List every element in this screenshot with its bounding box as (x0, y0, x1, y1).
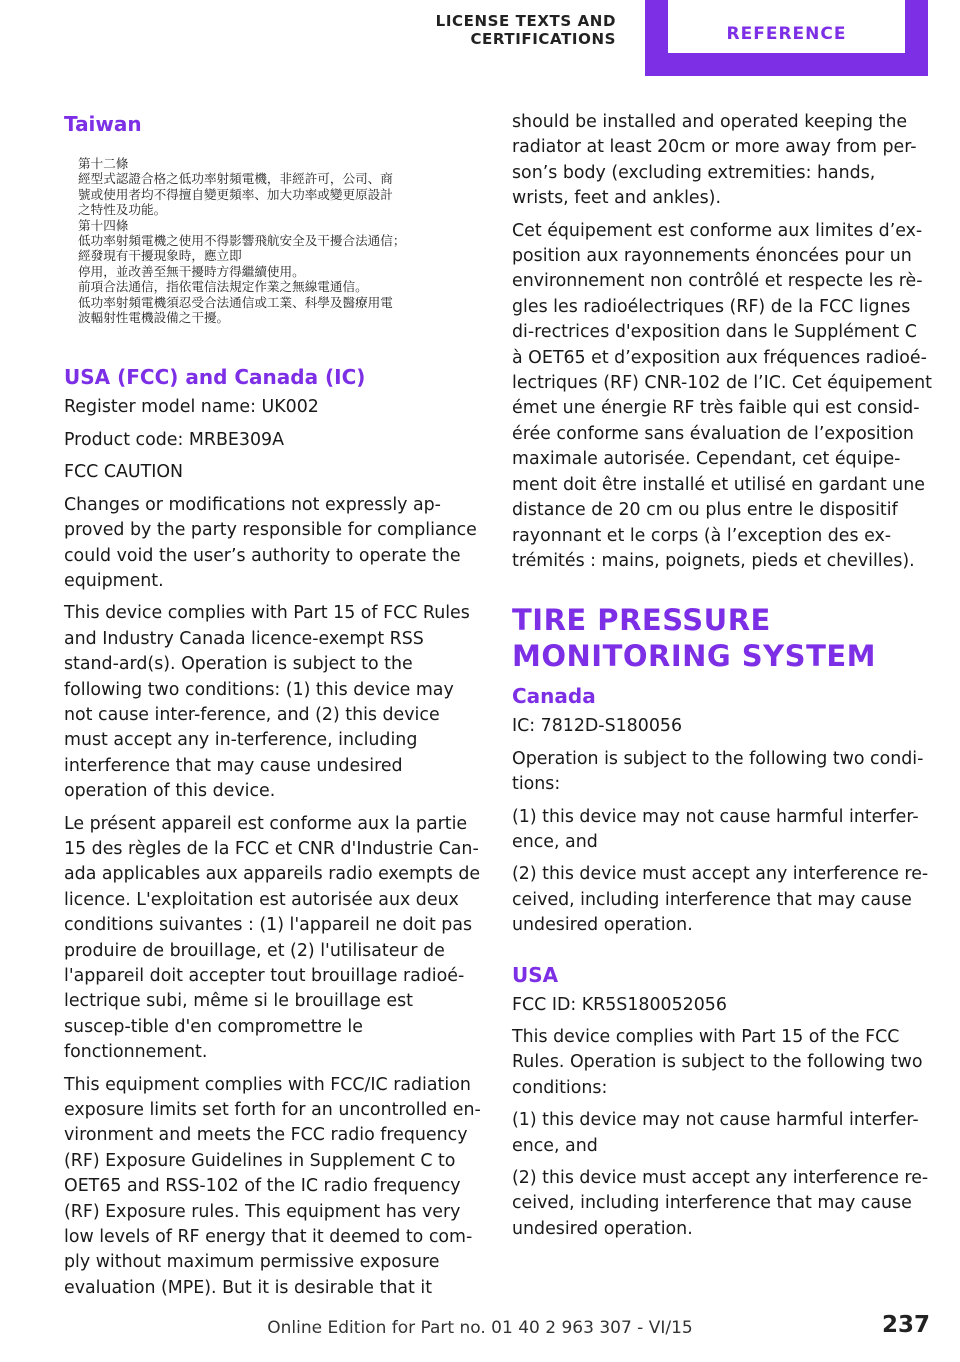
taiwan-line: 第十四條 (78, 217, 129, 233)
exposure-continued-paragraph: should be installed and operated keeping the radiator at least 20cm or more away from per-son’s body (excluding extremities: hands, wrists, feet and ankles). (512, 112, 917, 209)
right-column (512, 110, 932, 1249)
header-section-title: LICENSE TEXTS AND CERTIFICATIONS (435, 12, 616, 48)
ic-id: IC: 7812D-S180056 (512, 716, 683, 737)
product-code: Product code: MRBE309A (64, 429, 284, 450)
fcc-id: FCC ID: KR5S180052056 (512, 994, 727, 1015)
register-model-name: Register model name: UK002 (64, 397, 319, 418)
header-tab (645, 0, 928, 76)
complies-paragraph: This device complies with Part 15 of FCC Rules and Industry Canada licence-exempt RSS stand-ard(s). Operation is subject to the following two conditions: (1) this device may not cause inter-ference, and (2) this device must accept any in-terference, including interference that may cause undesired operation of this device. (64, 603, 470, 802)
canada-heading: Canada (512, 684, 596, 709)
taiwan-line: 波輻射性電機設備之干擾。 (78, 310, 230, 326)
canada-condition-1: (1) this device may not cause harmful interfer-ence, and (512, 806, 919, 852)
fcc-caution-label: FCC CAUTION (64, 462, 184, 483)
usa-canada-heading: USA (FCC) and Canada (IC) (64, 365, 366, 390)
changes-paragraph: Changes or modifications not expressly ap-proved by the party responsible for compliance could void the user’s authority to operate the equipment. (64, 494, 477, 591)
canada-condition-2: (2) this device must accept any interference re-ceived, including interference that may cause undesired operation. (512, 864, 929, 936)
tpms-heading: TIRE PRESSURE MONITORING SYSTEM (512, 603, 877, 674)
taiwan-line: 經發現有干擾現象時，應立即 (78, 248, 242, 264)
header-tab-label: REFERENCE (668, 0, 905, 53)
exposure-paragraph: This equipment complies with FCC/IC radiation exposure limits set forth for an uncontrolled en-vironment and meets the FCC radio frequency (RF) Exposure Guidelines in Supplement C to OET65 and RSS-102 of the IC radio frequency (RF) Exposure rules. This equipment has very low levels of RF energy that it deemed to com-ply without maximum permissive exposure evaluation (MPE). But it is desirable that it (64, 1074, 481, 1298)
left-column (64, 110, 482, 1308)
taiwan-heading: Taiwan (64, 112, 142, 136)
taiwan-line: 之特性及功能。 (78, 202, 167, 218)
usa-heading: USA (512, 962, 559, 987)
usa-complies-paragraph: This device complies with Part 15 of the FCC Rules. Operation is subject to the following two conditions: (512, 1026, 923, 1098)
usa-condition-2: (2) this device must accept any interference re-ceived, including interference that may cause undesired operation. (512, 1168, 929, 1239)
taiwan-line: 第十二條 (78, 156, 129, 171)
taiwan-notice (78, 156, 434, 325)
canada-operation: Operation is subject to the following two condi-tions: (512, 748, 924, 795)
taiwan-line: 經型式認證合格之低功率射頻電機，非經許可，公司、商 (78, 171, 393, 187)
taiwan-line: 號或使用者均不得擅自變更頻率、加大功率或變更原設計 (78, 186, 393, 202)
french-notice-paragraph: Le présent appareil est conforme aux la partie 15 des règles de la FCC et CNR d'Industrie Can-ada applicables aux appareils radio exempts de licence. L'exploitation est autorisée aux deux conditions suivantes : (1) l'appareil ne doit pas produire de brouillage, et (2) l'utilisateur de l'appareil doit accepter tout brouillage radioé-lectrique subi, même si le brouillage est suscep-tible d'en compromettre le fonctionnement. (64, 813, 481, 1063)
taiwan-line: 停用，並改善至無干擾時方得繼續使用。 (78, 263, 305, 279)
taiwan-line: 前項合法通信，指依電信法規定作業之無線電通信。 (78, 279, 368, 295)
footer-edition: Online Edition for Part no. 01 40 2 963 307 - VI/15 (267, 1318, 693, 1338)
taiwan-line: 低功率射頻電機之使用不得影響飛航安全及干擾合法通信； (78, 233, 406, 249)
french-exposure-paragraph: Cet équipement est conforme aux limites d’ex-position aux rayonnements énoncées pour un environnement non contrôlé et respecte les rè-gles les radioélectriques (RF) de la FCC lignes di-rectrices d'exposition dans le Supplément C à OET65 et d’exposition aux fréquences radioé-lectriques (RF) CNR-102 de l’IC. Cet équipement émet une énergie RF très faible qui est consid-érée conforme sans évaluation de l’exposition maximale autorisée. Cependant, cet équipe-ment doit être installé et utilisé en gardant une distance de 20 cm ou plus entre le dispositif rayonnant et le corps (à l’exception des ex-trémités : mains, poignets, pieds et chevilles). (512, 220, 932, 571)
taiwan-line: 低功率射頻電機須忍受合法通信或工業、科學及醫療用電 (78, 294, 393, 310)
page-number: 237 (881, 1312, 930, 1338)
usa-condition-1: (1) this device may not cause harmful interfer-ence, and (512, 1110, 919, 1156)
